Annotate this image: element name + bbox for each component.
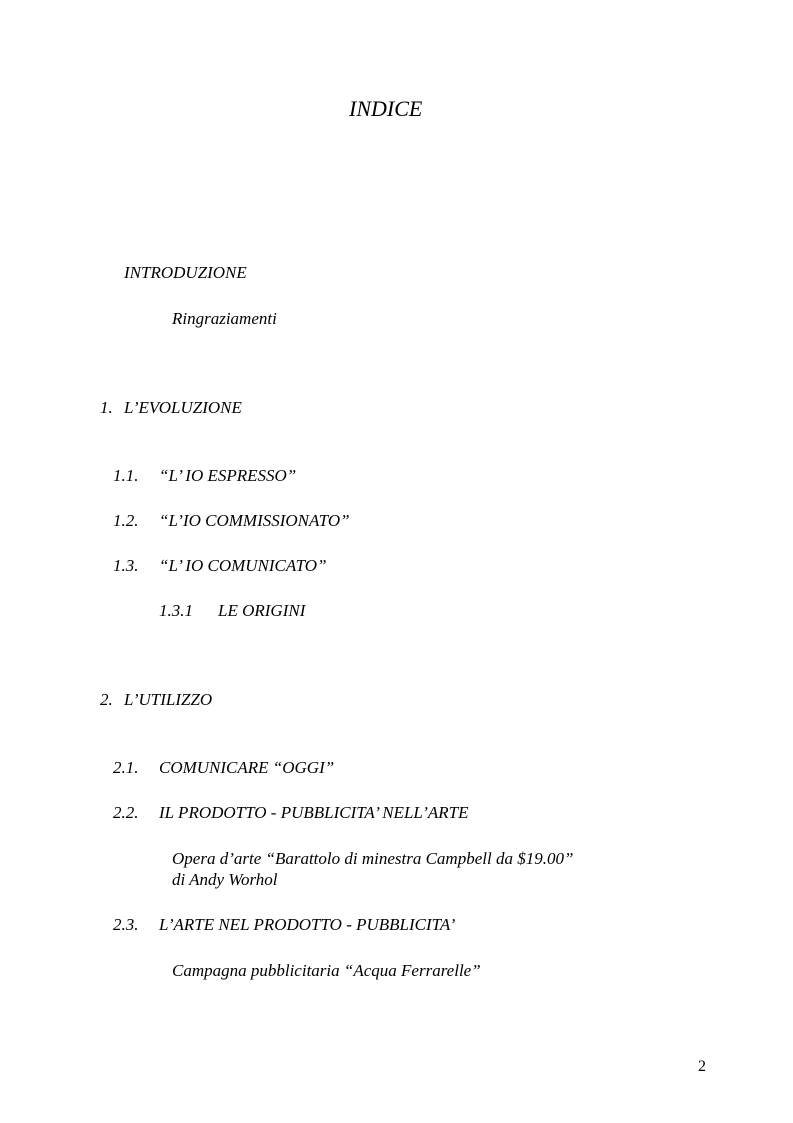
toc-chapter-2-title: L’UTILIZZO xyxy=(124,690,213,709)
toc-chapter-1-title: L’EVOLUZIONE xyxy=(124,398,242,417)
toc-section-title: “L’IO COMMISSIONATO” xyxy=(159,511,350,530)
toc-section-number: 2.3. xyxy=(113,915,139,934)
toc-subsection-number: 1.3.1 xyxy=(159,601,193,620)
toc-note-line: Campagna pubblicitaria “Acqua Ferrarelle” xyxy=(172,961,481,980)
toc-section-title: COMUNICARE “OGGI” xyxy=(159,758,335,777)
toc-section-number: 2.2. xyxy=(113,803,139,822)
toc-note-line: di Andy Worhol xyxy=(172,870,278,889)
toc-section-title: L’ARTE NEL PRODOTTO - PUBBLICITA’ xyxy=(159,915,456,934)
toc-note-line: Opera d’arte “Barattolo di minestra Campbell da $19.00” xyxy=(172,849,574,868)
toc-section-title: “L’ IO COMUNICATO” xyxy=(159,556,327,575)
toc-subsection-title: LE ORIGINI xyxy=(218,601,306,620)
toc-chapter-1-number: 1. xyxy=(100,398,113,417)
page-number: 2 xyxy=(698,1058,706,1075)
toc-introduction: INTRODUZIONE xyxy=(124,263,247,282)
toc-section-number: 2.1. xyxy=(113,758,139,777)
toc-section-title: IL PRODOTTO - PUBBLICITA’ NELL’ARTE xyxy=(159,803,469,822)
toc-section-number: 1.2. xyxy=(113,511,139,530)
toc-section-title: “L’ IO ESPRESSO” xyxy=(159,466,297,485)
toc-section-number: 1.3. xyxy=(113,556,139,575)
toc-acknowledgements: Ringraziamenti xyxy=(172,309,277,328)
toc-section-number: 1.1. xyxy=(113,466,139,485)
page-title: INDICE xyxy=(349,96,423,121)
toc-chapter-2-number: 2. xyxy=(100,690,113,709)
